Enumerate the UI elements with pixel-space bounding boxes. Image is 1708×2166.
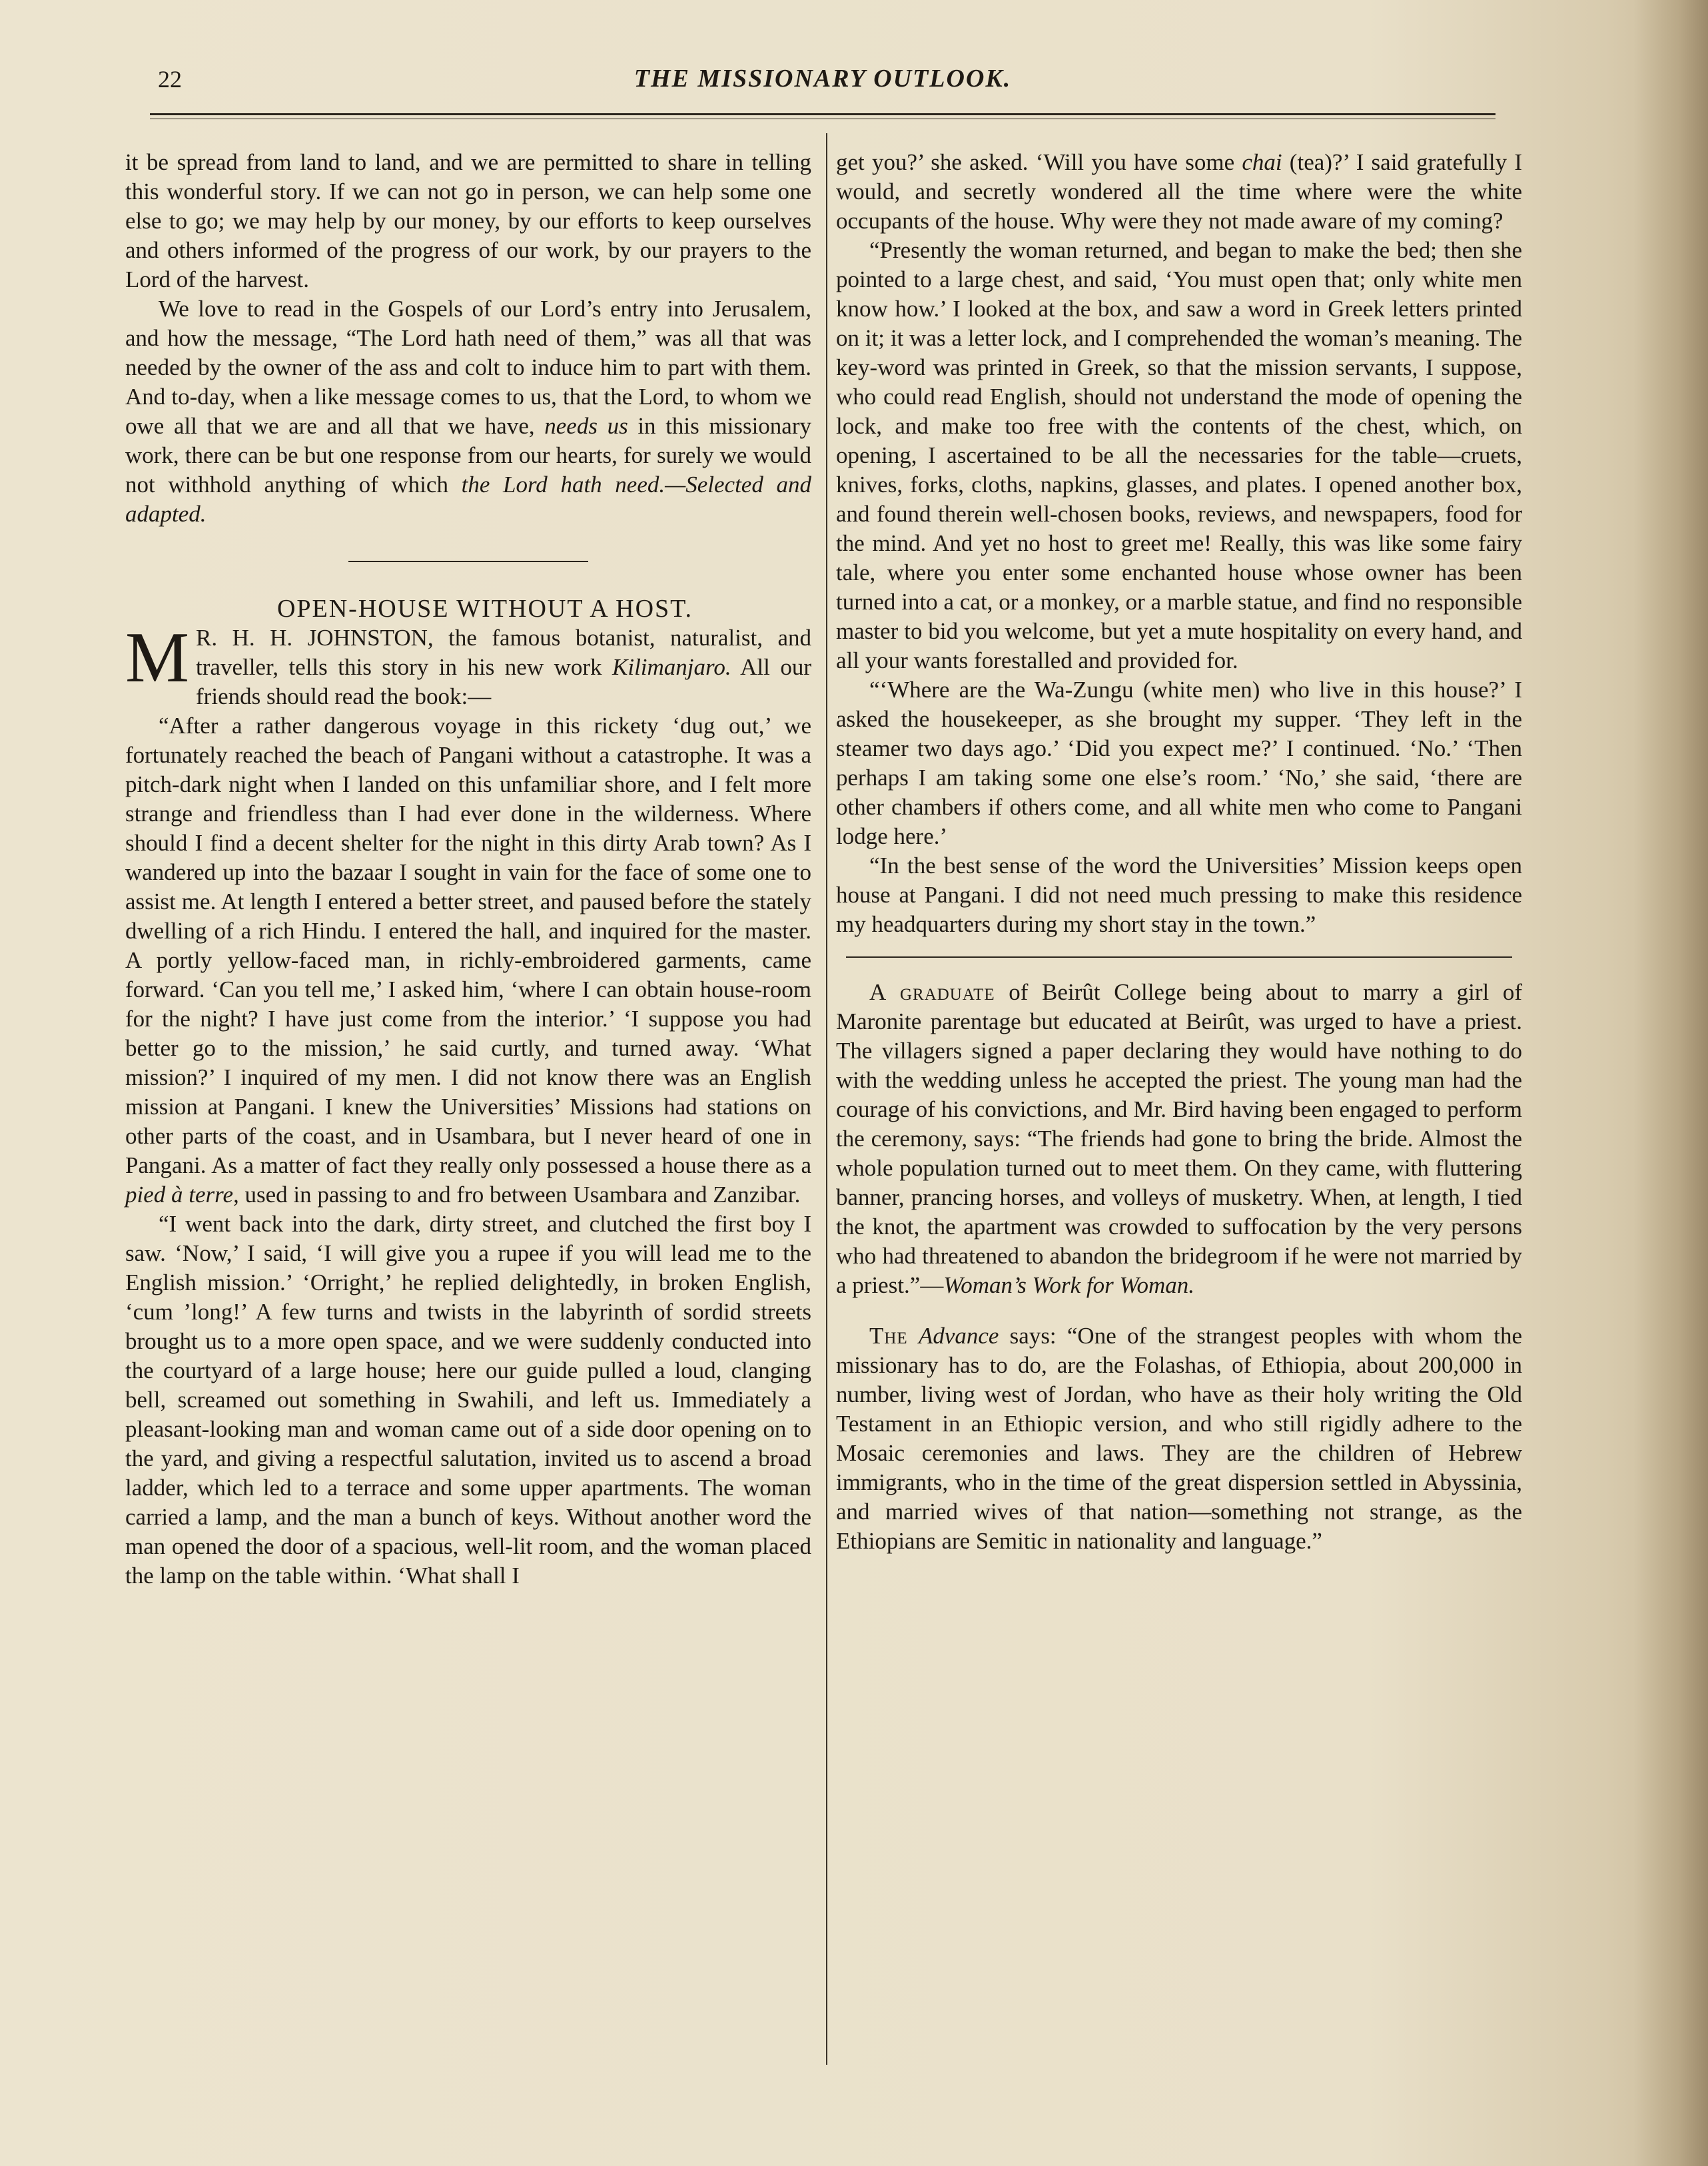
paragraph: get you?’ she asked. ‘Will you have some chai (tea)?’ I said gratefully I would, and secretly wondered all the time where were the white occupants of the house. Why were they not made aware of my coming?: [836, 149, 1522, 234]
paragraph: “Presently the woman returned, and began to make the bed; then she pointed to a large chest, and said, ‘You must open that; only white men know how.’ I looked at the box, and saw a word in Greek letters printed on it; it was a letter lock, and I comprehended the woman’s meaning. The key-word was printed in Greek, so that the mission servants, I suppose, who could read English, should not understand the mode of opening the lock, and make too free with the contents of the chest, which, on opening, I ascertained to be all the necessaries for the table—cruets, knives, forks, cloths, napkins, glasses, and plates. I opened another box, and found therein well-chosen books, reviews, and newspapers, food for the mind. And yet no host to greet me! Really, this was like some fairy tale, where you enter some enchanted house whose owner has been turned into a cat, or a monkey, or a marble statue, and find no responsible master to bid you welcome, but yet a mute hospitality on every hand, and all your wants forestalled and provided for.: [836, 237, 1522, 673]
emphasis: pied à terre,: [125, 1182, 239, 1208]
paragraph: M R. H. H. JOHNSTON, the famous botanist, naturalist, and traveller, tells this story in his new work Kilimanjaro. All our friends should read the book:—: [125, 618, 811, 709]
paragraph: “In the best sense of the word the Universities’ Mission keeps open house at Pangani. I did not need much pressing to make this residence my headquarters during my short stay in the town.”: [836, 853, 1522, 937]
attribution: the Lord hath need.—Selected and adapted.: [125, 472, 811, 527]
left-column: [125, 148, 811, 1591]
page-header: [150, 61, 1495, 101]
emphasis: needs us: [544, 413, 628, 439]
header-rule: [150, 113, 1495, 115]
paragraph: “After a rather dangerous voyage in this rickety ‘dug out,’ we fortunately reached the beach of Pangani without a catastrophe. It was a pitch-dark night when I landed on this unfamiliar shore, and I felt more strange and friendless than I had ever done in the wilderness. Where should I find a decent shelter for the night in this dirty Arab town? As I wandered up into the bazaar I sought in vain for the face of some one to assist me. At length I entered a better street, and paused before the stately dwelling of a rich Hindu. I entered the hall, and inquired for the master. A portly yellow-faced man, in richly-embroidered garments, came forward. ‘Can you tell me,’ I asked him, ‘where I can obtain house-room for the night? I have just come from the interior.’ ‘I suppose you had better go to the mission,’ he said curtly, and turned away. ‘What mission?’ I inquired of my men. I did not know there was an English mission at Pangani. I knew the Universities’ Missions had stations on other parts of the coast, and in Usambara, but I never heard of one in Pangani. As a matter of fact they really only possessed a house there as a pied à terre, used in passing to and fro between Usambara and Zanzibar.: [125, 713, 811, 1208]
book-title: Kilimanjaro.: [612, 654, 731, 680]
paragraph: We love to read in the Gospels of our Lord’s entry into Jerusalem, and how the message, “The Lord hath need of them,” was all that was needed by the owner of the ass and colt to induce him to part with them. And to-day, when a like message comes to us, that the Lord, to whom we owe all that we are and all that we have, needs us in this missionary work, there can be but one response from our hearts, for surely we would not withhold anything of which the Lord hath need.—Selected and adapted.: [125, 296, 811, 527]
lead-in: The: [869, 1323, 908, 1349]
column-divider: [826, 133, 827, 2065]
section-divider: [348, 561, 588, 562]
paragraph: it be spread from land to land, and we are permitted to share in telling this wonderful story. If we can not go in person, we can help some one else to go; we may help by our money, by our efforts to keep ourselves and others informed of the progress of our work, by our prayers to the Lord of the harvest.: [125, 149, 811, 292]
lead-in: A graduate: [869, 979, 995, 1005]
paragraph: “I went back into the dark, dirty street, and clutched the first boy I saw. ‘Now,’ I said, ‘I will give you a rupee if you will lead me to the English mission.’ ‘Orright,’ he replied delightedly, in broken English, ‘cum ’long!’ A few turns and twists in the labyrinth of sordid streets brought us to a more open space, and we were suddenly conducted into the courtyard of a large house; here our guide pulled a loud, clanging bell, screamed out something in Swahili, and left us. Immediately a pleasant-looking man and woman came out of a side door opening on to the yard, and giving a respectful salutation, invited us to ascend a broad ladder, which led to a terrace and some upper apartments. The woman carried a lamp, and the man a bunch of keys. Without another word the man opened the door of a spacious, well-lit room, and the woman placed the lamp on the table within. ‘What shall I: [125, 1211, 811, 1589]
page-number: 22: [158, 66, 182, 93]
section-divider: [846, 956, 1512, 958]
running-title: THE MISSIONARY OUTLOOK.: [634, 65, 1012, 93]
paragraph: “‘Where are the Wa-Zungu (white men) who live in this house?’ I asked the housekeeper, as she brought my supper. ‘They left in the steamer two days ago.’ ‘Did you expect me?’ I continued. ‘No.’ ‘Then perhaps I am taking some one else’s room.’ ‘No,’ she said, ‘there are other chambers if others come, and all white men who come to Pangani lodge here.’: [836, 677, 1522, 849]
article-heading: OPEN-HOUSE WITHOUT A HOST.: [276, 595, 693, 623]
paragraph: The Advance says: “One of the strangest peoples with whom the missionary has to do, are the Folashas, of Ethiopia, about 200,000 in number, living west of Jordan, who have as their holy writing the Old Testament in an Ethiopic version, and who still rigidly adhere to the Mosaic ceremonies and laws. They are the children of Hebrew immigrants, who in the time of the great dispersion settled in Abyssinia, and married wives of that nation—something not strange, as the Ethiopians are Semitic in nationality and language.”: [836, 1323, 1523, 1554]
drop-cap: M: [125, 618, 190, 697]
page-edge-shadow: [1635, 0, 1708, 2166]
periodical-title: Advance: [918, 1323, 999, 1349]
attribution: Woman’s Work for Woman.: [943, 1272, 1194, 1298]
emphasis: chai: [1242, 149, 1282, 175]
right-column: [836, 148, 1522, 1556]
paragraph: A graduate of Beirût College being about to marry a girl of Maronite parentage but educated at Beirût, was urged to have a priest. The villagers signed a paper declaring they would have nothing to do with the wedding unless he accepted the priest. The young man had the courage of his convictions, and Mr. Bird having been engaged to perform the ceremony, says: “The friends had gone to bring the bride. Almost the whole population turned out to meet them. On they came, with fluttering banner, prancing horses, and volleys of musketry. When, at length, I tied the knot, the apartment was crowded to suffocation by the very persons who had threatened to abandon the bridegroom if he were not married by a priest.”—Woman’s Work for Woman.: [836, 979, 1522, 1298]
